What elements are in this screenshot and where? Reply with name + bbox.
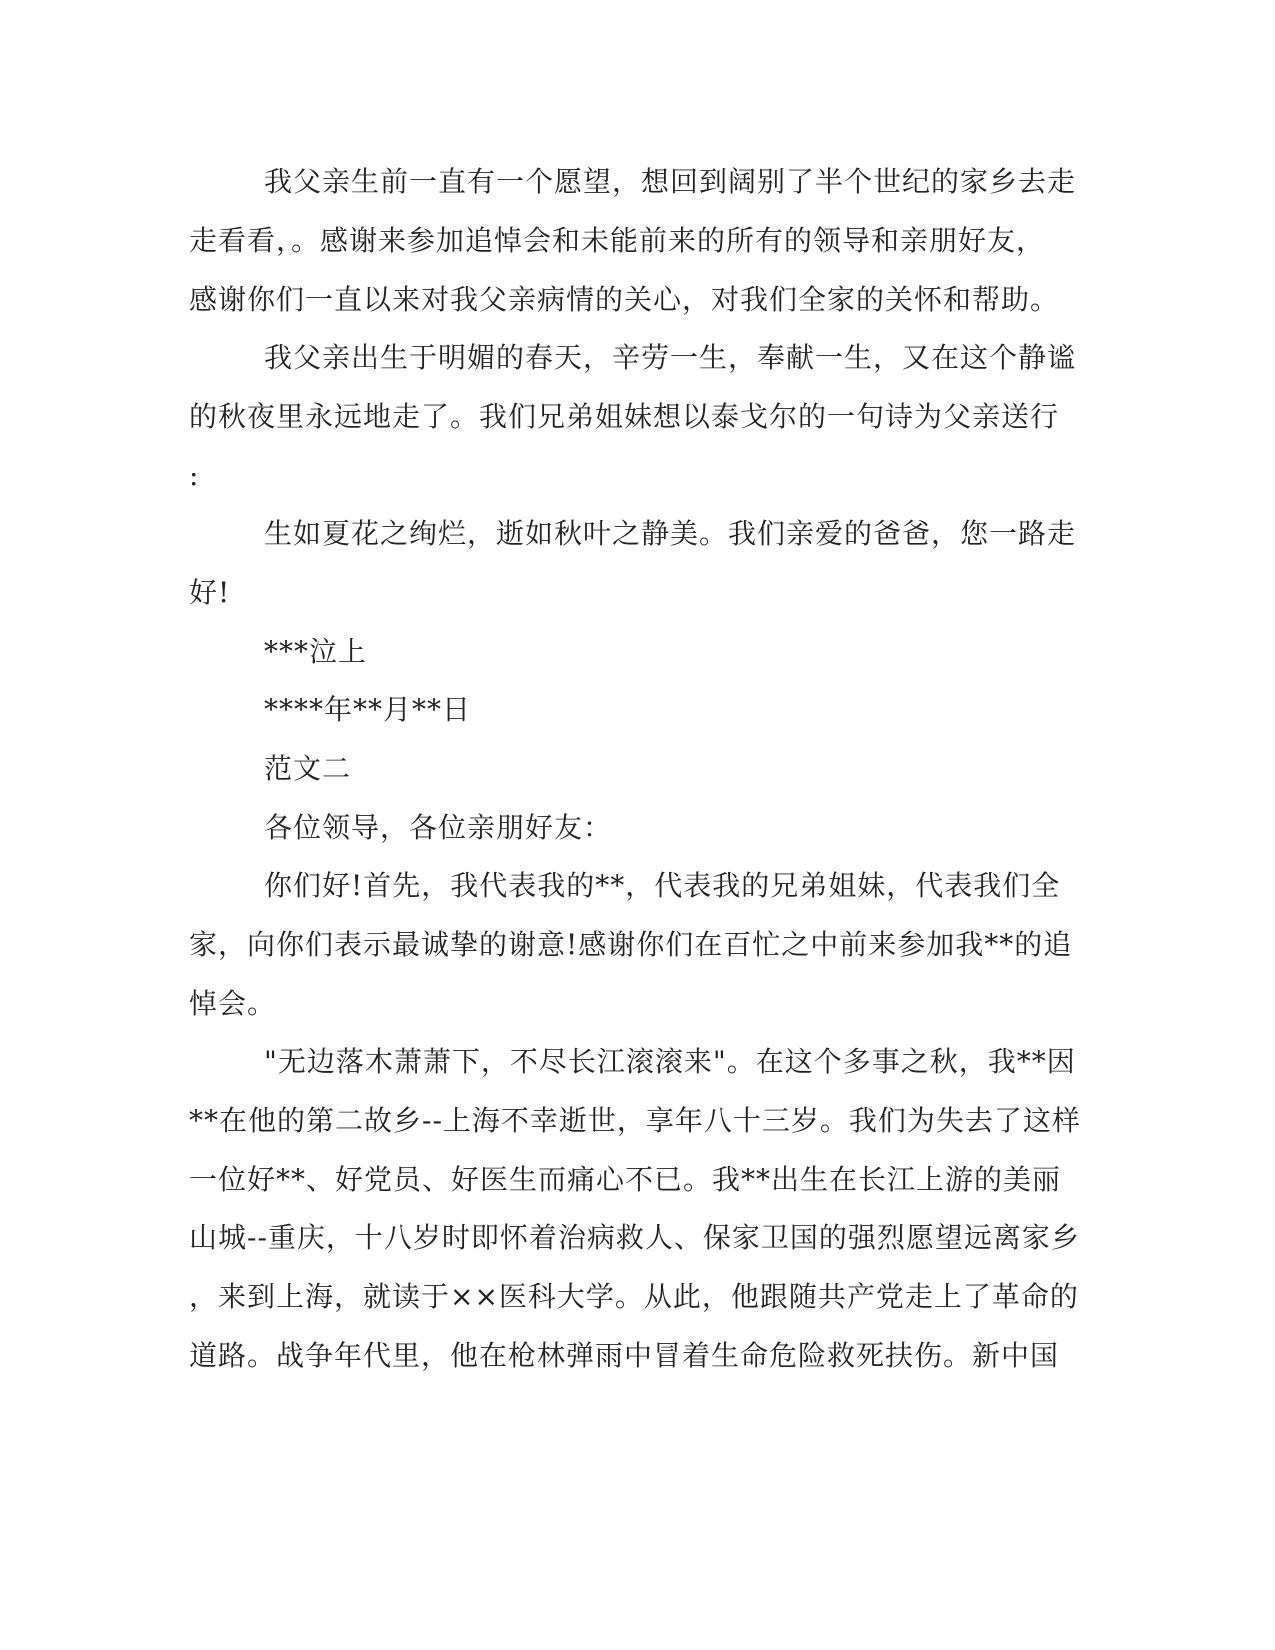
paragraph-5-line-2: **在他的第二故乡--上海不幸逝世，享年八十三岁。我们为失去了这样 [189,1104,1081,1137]
paragraph-1-line-1: 我父亲生前一直有一个愿望，想回到阔别了半个世纪的家乡去走 [264,165,1077,198]
paragraph-2-line-3: : [189,459,200,492]
paragraph-2-line-1: 我父亲出生于明媚的春天，辛劳一生，奉献一生，又在这个静谧 [264,341,1077,374]
paragraph-3-line-2: 好! [189,576,231,609]
signature: ***泣上 [264,635,368,668]
paragraph-5-line-1: "无边落木萧萧下，不尽长江滚滚来"。在这个多事之秋，我**因 [264,1045,1076,1078]
paragraph-3-line-1: 生如夏花之绚烂，逝如秋叶之静美。我们亲爱的爸爸，您一路走 [264,517,1077,550]
paragraph-5-line-5: ，来到上海，就读于××医科大学。从此，他跟随共产党走上了革命的 [189,1280,1079,1313]
paragraph-4-line-2: 家，向你们表示最诚挚的谢意!感谢你们在百忙之中前来参加我**的追 [189,928,1073,961]
paragraph-2-line-2: 的秋夜里永远地走了。我们兄弟姐妹想以泰戈尔的一句诗为父亲送行 [189,400,1060,433]
paragraph-5-line-6: 道路。战争年代里，他在枪林弹雨中冒着生命危险救死扶伤。新中国 [189,1339,1060,1372]
date: ****年**月**日 [264,693,472,726]
salutation: 各位领导，各位亲朋好友： [264,811,613,844]
paragraph-5-line-3: 一位好**、好党员、好医生而痛心不已。我**出生在长江上游的美丽 [189,1163,1062,1196]
paragraph-1-line-2: 走看看，。感谢来参加追悼会和未能前来的所有的领导和亲朋好友， [189,224,1046,257]
paragraph-4-line-1: 你们好!首先，我代表我的**，代表我的兄弟姐妹，代表我们全 [264,869,1061,902]
paragraph-1-line-3: 感谢你们一直以来对我父亲病情的关心，对我们全家的关怀和帮助。 [189,283,1060,316]
section-title: 范文二 [264,752,352,785]
paragraph-5-line-4: 山城--重庆，十八岁时即怀着治病救人、保家卫国的强烈愿望远离家乡 [189,1221,1080,1254]
paragraph-4-line-3: 悼会。 [189,987,277,1020]
